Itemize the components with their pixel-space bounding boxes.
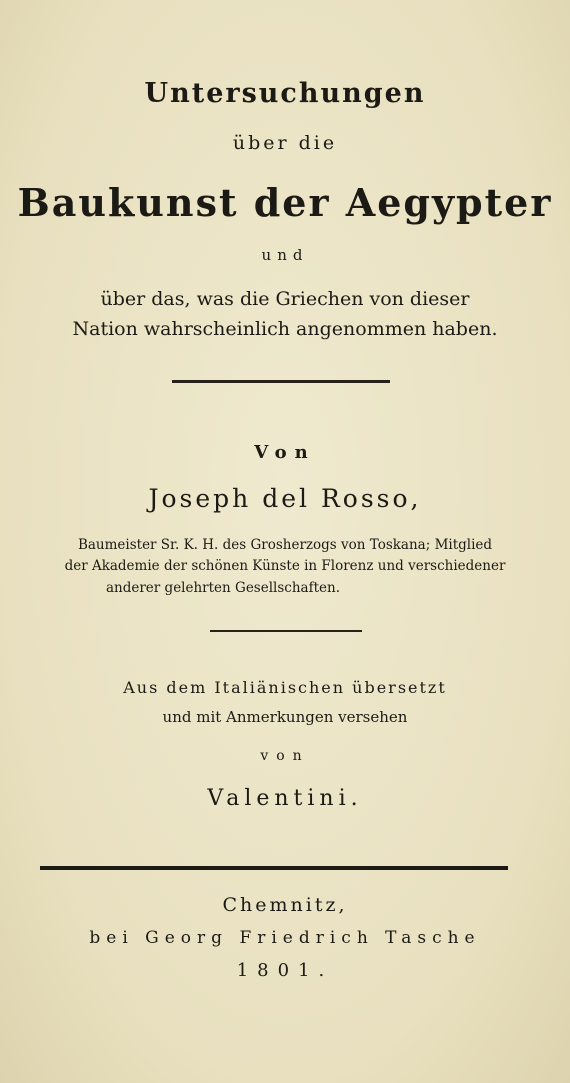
author-description-2: der Akademie der schönen Künste in Florenz und verschiedener — [64, 558, 506, 574]
title-line-2: über die — [232, 132, 338, 154]
author-description-1: Baumeister Sr. K. H. des Grosherzogs von Toskana; Mitglied — [77, 537, 493, 553]
subtitle-line-1: über das, was die Griechen von dieser — [100, 288, 470, 310]
translation-note-2: und mit Anmerkungen versehen — [162, 708, 408, 726]
title-line-1: Untersuchungen — [144, 78, 426, 109]
title-line-4: und — [261, 246, 309, 264]
translation-note-1: Aus dem Italiänischen übersetzt — [123, 678, 447, 697]
main-title: Baukunst der Aegypter — [17, 180, 553, 225]
subtitle-line-2: Nation wahrscheinlich angenommen haben. — [72, 318, 498, 340]
divider-rule-3 — [40, 866, 508, 870]
divider-rule-2 — [210, 630, 362, 632]
by-label: Von — [254, 442, 316, 463]
author-description-3: anderer gelehrten Gesellschaften. — [105, 580, 340, 596]
by-label-2: von — [260, 748, 310, 764]
publication-year: 1801. — [236, 960, 334, 981]
publication-place: Chemnitz, — [222, 894, 348, 916]
translator-name: Valentini. — [207, 786, 363, 811]
publisher: bei Georg Friedrich Tasche — [89, 928, 481, 948]
author-name: Joseph del Rosso, — [148, 484, 422, 513]
divider-rule-1 — [172, 380, 390, 383]
